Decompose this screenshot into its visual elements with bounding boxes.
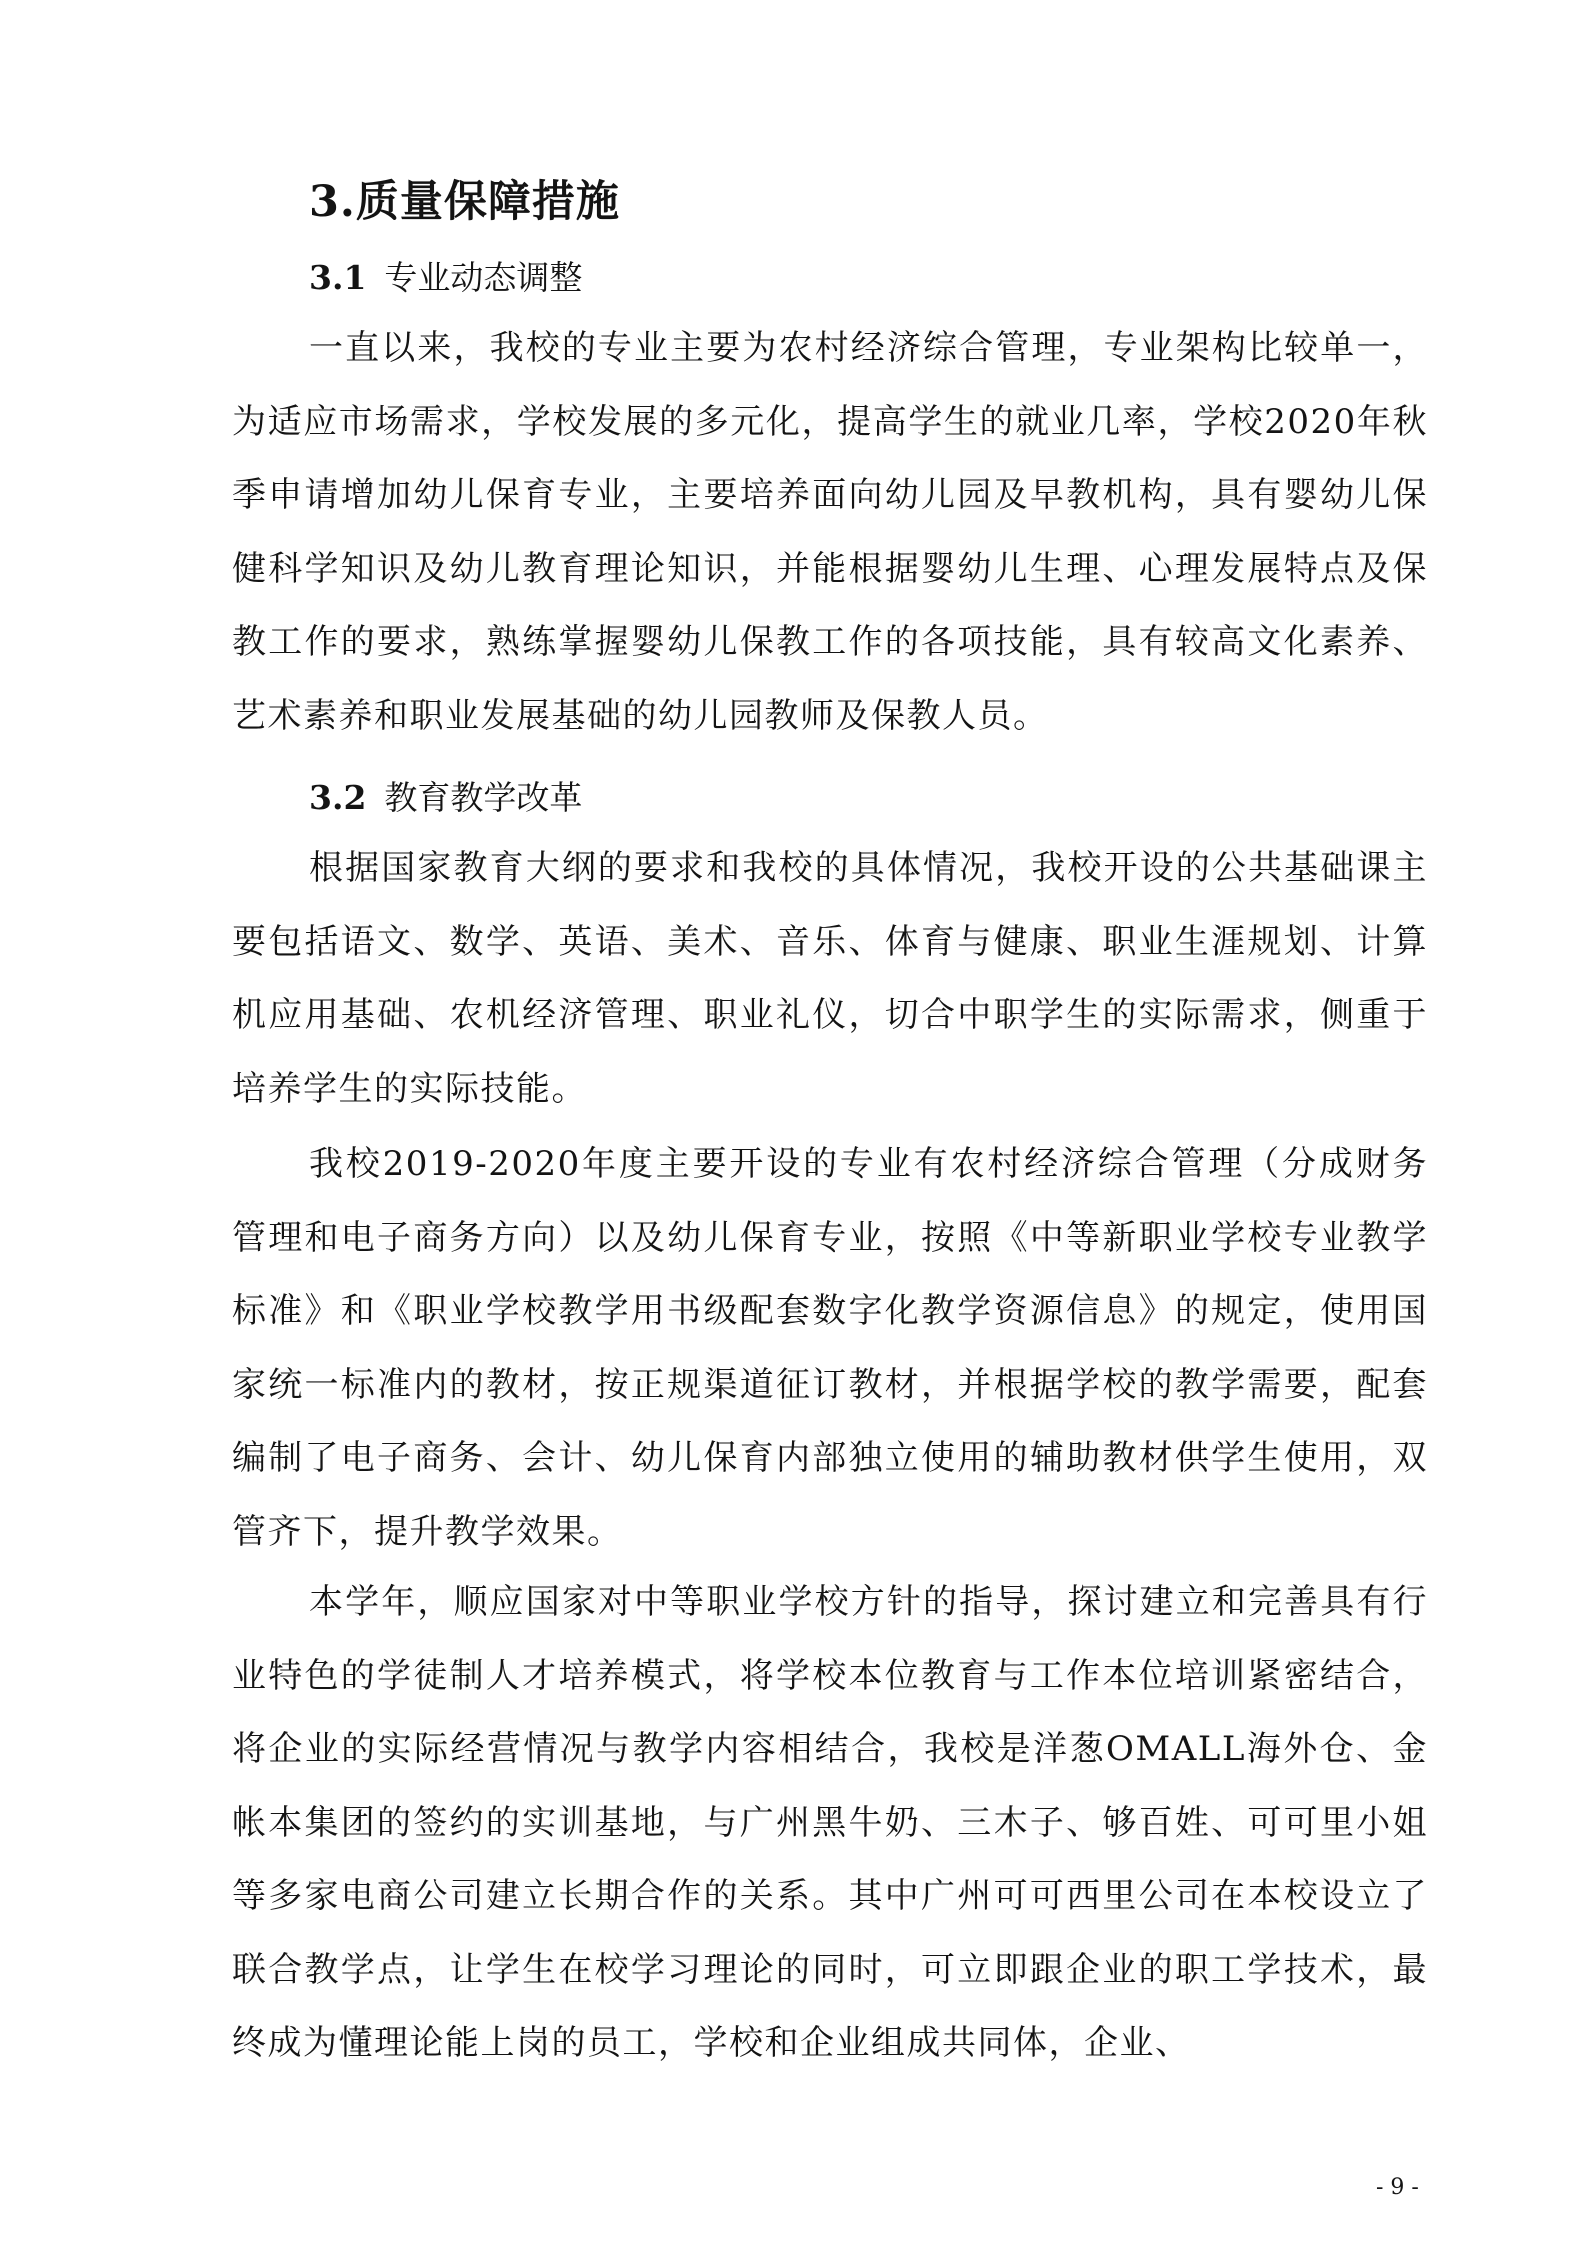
subsection-heading-3-1: [309, 252, 582, 299]
paragraph-school-enterprise-cooperation: 本学年，顺应国家对中等职业学校方针的指导，探讨建立和完善具有行业特色的学徒制人才培养模式，将学校本位教育与工作本位培训紧密结合，将企业的实际经营情况与教学内容相结合，我校是洋葱OMALL海外仓、金帐本集团的签约的实训基地，与广州黑牛奶、三木子、够百姓、可可里小姐等多家电商公司建立长期合作的关系。其中广州可可西里公司在本校设立了联合教学点，让学生在校学习理论的同时，可立即跟企业的职工学技术，最终成为懂理论能上岗的员工，学校和企业组成共同体，企业、: [232, 1582, 1428, 2063]
subsection-title: 专业动态调整: [384, 258, 583, 297]
page-number: - 9 -: [1376, 2175, 1419, 2200]
subsection-number: 3.2: [309, 778, 367, 817]
subsection-heading-3-2: [309, 772, 582, 819]
paragraph-major-adjustment: 一直以来，我校的专业主要为农村经济综合管理，专业架构比较单一，为适应市场需求，学校发展的多元化，提高学生的就业几率，学校2020年秋季申请增加幼儿保育专业，主要培养面向幼儿园及早教机构，具有婴幼儿保健科学知识及幼儿教育理论知识，并能根据婴幼儿生理、心理发展特点及保教工作的要求，熟练掌握婴幼儿保教工作的各项技能，具有较高文化素养、艺术素养和职业发展基础的幼儿园教师及保教人员。: [232, 328, 1428, 736]
paragraph-public-courses: 根据国家教育大纲的要求和我校的具体情况，我校开设的公共基础课主要包括语文、数学、英语、美术、音乐、体育与健康、职业生涯规划、计算机应用基础、农机经济管理、职业礼仪，切合中职学生的实际需求，侧重于培养学生的实际技能。: [232, 848, 1428, 1109]
subsection-number: 3.1: [309, 258, 367, 297]
section-title: 3.质量保障措施: [309, 177, 620, 227]
paragraph-majors-and-textbooks: 我校2019-2020年度主要开设的专业有农村经济综合管理（分成财务管理和电子商务方向）以及幼儿保育专业，按照《中等新职业学校专业教学标准》和《职业学校教学用书级配套数字化教学资源信息》的规定，使用国家统一标准内的教材，按正规渠道征订教材，并根据学校的教学需要，配套编制了电子商务、会计、幼儿保育内部独立使用的辅助教材供学生使用，双管齐下，提升教学效果。: [232, 1144, 1428, 1552]
subsection-title: 教育教学改革: [384, 778, 583, 817]
